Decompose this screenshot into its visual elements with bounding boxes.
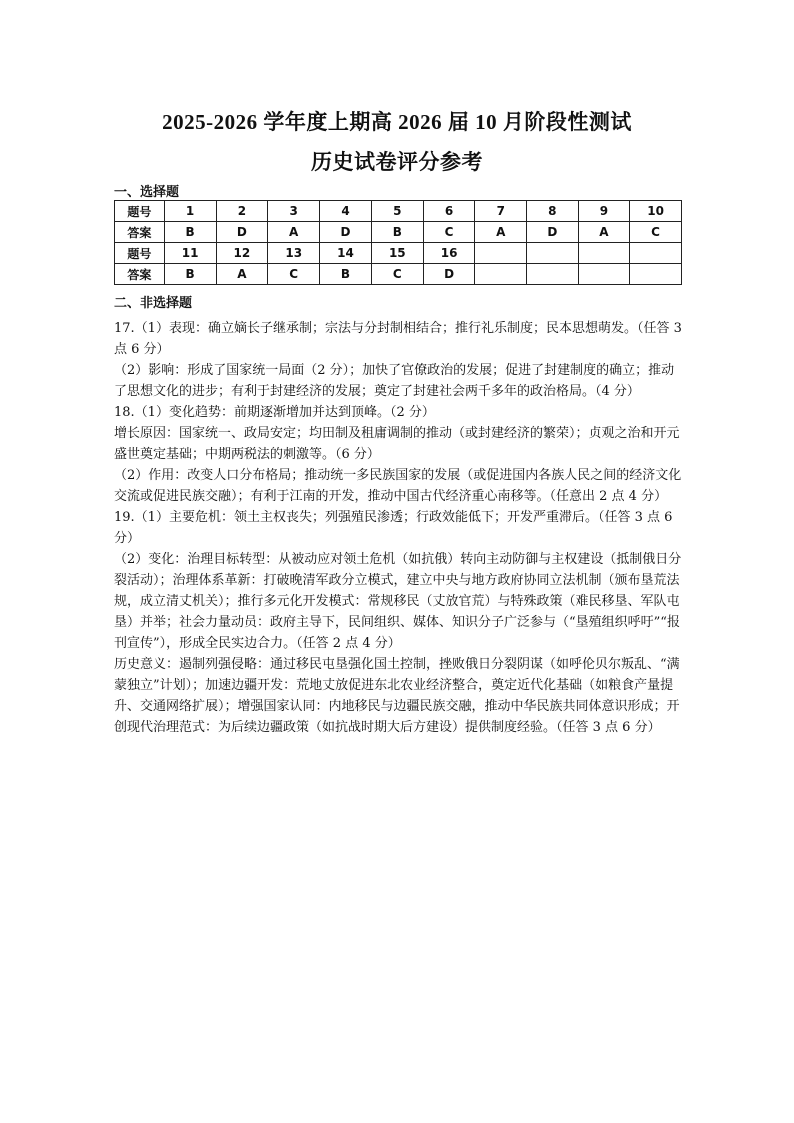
row-label: 答案 [115,264,165,285]
table-cell [527,243,579,264]
table-cell: B [371,222,423,243]
answer-paragraph: 18.（1）变化趋势：前期逐渐增加并达到顶峰。（2 分） [114,405,435,420]
answer-paragraph: 17.（1）表现：确立嫡长子继承制；宗法与分封制相结合；推行礼乐制度；民本思想萌发。（任答 3 点 6 分） [114,321,682,357]
table-cell: C [268,264,320,285]
table-cell [475,243,527,264]
table-cell: 14 [320,243,372,264]
table-cell: D [527,222,579,243]
table-cell: 8 [527,201,579,222]
table-row [115,243,682,264]
table-cell: 6 [423,201,475,222]
answer-paragraph: 历史意义：遏制列强侵略：通过移民屯垦强化国土控制，挫败俄日分裂阴谋（如呼伦贝尔叛乱、“满蒙独立”计划）；加速边疆开发：荒地丈放促进东北农业经济整合，奠定近代化基础（如粮食产量提升、交通网络扩展）；增强国家认同：内地移民与边疆民族交融，推动中华民族共同体意识形成；开创现代治理范式：为后续边疆政策（如抗战时期大后方建设）提供制度经验。（任答 3 点 6 分） [114,657,680,735]
table-cell: 9 [578,201,630,222]
table-cell: A [268,222,320,243]
section-heading-nonchoice: 二、非选择题 [114,296,193,311]
table-cell: 3 [268,201,320,222]
table-cell: 11 [164,243,216,264]
table-cell [578,243,630,264]
table-cell: D [320,222,372,243]
table-cell [475,264,527,285]
row-label: 题号 [115,201,165,222]
table-cell: 16 [423,243,475,264]
table-row [115,222,682,243]
table-cell: 10 [630,201,682,222]
table-cell: 15 [371,243,423,264]
table-cell: 13 [268,243,320,264]
table-cell: B [164,222,216,243]
table-cell: B [164,264,216,285]
table-cell: D [216,222,268,243]
table-cell: 7 [475,201,527,222]
row-label: 题号 [115,243,165,264]
table-cell [630,264,682,285]
answer-body [114,318,684,738]
answer-paragraph: 增长原因：国家统一、政局安定；均田制及租庸调制的推动（或封建经济的繁荣）；贞观之治和开元盛世奠定基础；中期两税法的刺激等。（6 分） [114,426,680,462]
table-cell [527,264,579,285]
page-subtitle: 历史试卷评分参考 [311,150,483,174]
answer-paragraph: （2）作用：改变人口分布格局；推动统一多民族国家的发展（或促进国内各族人民之间的经济文化交流或促进民族交融）；有利于江南的开发，推动中国古代经济重心南移等。（任意出 2 点 4 分） [114,468,682,504]
table-cell: D [423,264,475,285]
table-cell: 5 [371,201,423,222]
answer-paragraph: 19.（1）主要危机：领土主权丧失；列强殖民渗透；行政效能低下；开发严重滞后。（任答 3 点 6 分） [114,510,673,546]
table-cell: 1 [164,201,216,222]
table-cell: 4 [320,201,372,222]
table-row [115,201,682,222]
table-cell: 12 [216,243,268,264]
row-label: 答案 [115,222,165,243]
table-cell: C [371,264,423,285]
table-cell: C [630,222,682,243]
answer-paragraph: （2）影响：形成了国家统一局面（2 分）；加快了官僚政治的发展；促进了封建制度的确立；推动了思想文化的进步；有利于封建经济的发展；奠定了封建社会两千多年的政治格局。（4 分） [114,363,675,399]
table-cell: A [216,264,268,285]
answer-table [114,200,682,285]
table-cell: C [423,222,475,243]
table-cell [578,264,630,285]
page-title: 2025-2026 学年度上期高 2026 届 10 月阶段性测试 [162,110,632,134]
table-cell: A [578,222,630,243]
answer-paragraph: （2）变化：治理目标转型：从被动应对领土危机（如抗俄）转向主动防御与主权建设（抵制俄日分裂活动）；治理体系革新：打破晚清军政分立模式，建立中央与地方政府协同立法机制（颁布垦荒法规，成立清丈机关）；推行多元化开发模式：常规移民（丈放官荒）与特殊政策（难民移垦、军队屯垦）并举；社会力量动员：政府主导下，民间组织、媒体、知识分子广泛参与（“垦殖组织呼吁”“报刊宣传”），形成全民实边合力。（任答 2 点 4 分） [114,552,682,651]
table-row [115,264,682,285]
table-cell: B [320,264,372,285]
table-cell: 2 [216,201,268,222]
table-cell: A [475,222,527,243]
table-cell [630,243,682,264]
section-heading-choice: 一、选择题 [114,185,180,200]
